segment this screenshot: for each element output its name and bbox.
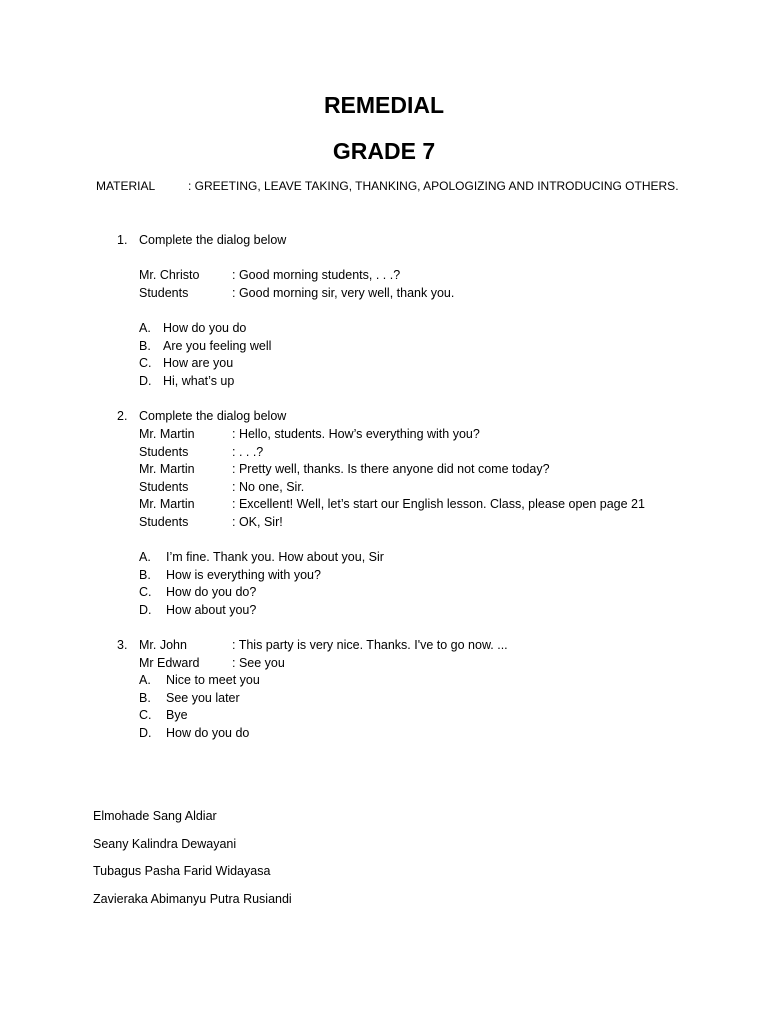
option-letter: B. <box>139 690 151 705</box>
dialog-text: : Pretty well, thanks. Is there anyone did not come today? <box>232 462 550 477</box>
page-subtitle: GRADE 7 <box>332 138 436 164</box>
question-number: 1. <box>117 233 128 247</box>
answer-option <box>139 725 260 743</box>
dialog-text: : Hello, students. How’s everything with you? <box>232 427 480 441</box>
answer-option <box>139 690 260 708</box>
dialog-speaker: Mr. Martin <box>139 427 195 441</box>
dialog-speaker: Mr. Martin <box>139 497 195 512</box>
answer-option <box>139 355 271 373</box>
option-letter: A. <box>139 673 151 687</box>
dialog-line <box>139 479 645 497</box>
dialog-speaker: Mr Edward <box>139 655 200 670</box>
option-text: Hi, what’s up <box>163 373 235 388</box>
dialog-speaker: Students <box>139 444 189 459</box>
option-letter: B. <box>139 567 151 582</box>
material-line <box>96 178 679 196</box>
option-text: I’m fine. Thank you. How about you, Sir <box>166 550 384 564</box>
dialog-text: : This party is very nice. Thanks. I've to go now. ... <box>232 638 508 652</box>
dialog-line <box>139 655 508 673</box>
dialog-block <box>139 426 645 532</box>
option-text: How do you do <box>163 321 247 335</box>
dialog-line <box>139 267 454 285</box>
option-text: Bye <box>166 708 188 723</box>
option-letter: C. <box>139 585 152 600</box>
dialog-line <box>139 637 508 655</box>
option-text: How are you <box>163 356 234 371</box>
option-text: How do you do? <box>166 585 257 600</box>
answer-options <box>139 320 271 390</box>
option-text: How is everything with you? <box>166 567 321 582</box>
option-text: See you later <box>166 690 240 705</box>
student-names <box>93 808 292 918</box>
dialog-text: : Excellent! Well, let’s start our English lesson. Class, please open page 21 <box>232 497 645 512</box>
dialog-text: : OK, Sir! <box>232 514 283 529</box>
dialog-line <box>139 444 645 462</box>
dialog-speaker: Mr. Martin <box>139 462 195 477</box>
answer-option <box>139 338 271 356</box>
option-letter: C. <box>139 708 152 723</box>
dialog-text: : . . .? <box>232 444 264 459</box>
answer-option <box>139 584 384 602</box>
answer-option <box>139 707 260 725</box>
dialog-speaker: Students <box>139 479 189 494</box>
answer-option <box>139 602 384 620</box>
dialog-text: : See you <box>232 655 285 670</box>
dialog-text: : Good morning students, . . .? <box>232 268 401 282</box>
dialog-block <box>139 637 508 672</box>
dialog-block <box>139 267 454 302</box>
option-letter: D. <box>139 725 152 740</box>
question-heading: Complete the dialog below <box>139 233 287 247</box>
answer-options <box>139 672 260 742</box>
dialog-line <box>139 496 645 514</box>
student-name: Tubagus Pasha Farid Widayasa <box>93 864 271 878</box>
question-number: 3. <box>117 638 128 652</box>
dialog-text: : Good morning sir, very well, thank you. <box>232 285 455 300</box>
option-text: Are you feeling well <box>163 338 272 353</box>
answer-option <box>139 672 260 690</box>
answer-option <box>139 320 271 338</box>
dialog-speaker: Mr. John <box>139 638 187 652</box>
dialog-text: : No one, Sir. <box>232 479 305 494</box>
answer-option <box>139 373 271 391</box>
question-heading: Complete the dialog below <box>139 409 287 423</box>
answer-option <box>139 567 384 585</box>
dialog-line <box>139 514 645 532</box>
option-letter: A. <box>139 321 151 335</box>
option-letter: D. <box>139 602 152 617</box>
option-text: How about you? <box>166 602 257 617</box>
dialog-speaker: Students <box>139 285 189 300</box>
question-number: 2. <box>117 409 128 423</box>
page-title: REMEDIAL <box>323 92 445 118</box>
option-text: Nice to meet you <box>166 673 260 687</box>
option-letter: A. <box>139 550 151 564</box>
student-name: Zavieraka Abimanyu Putra Rusiandi <box>93 891 292 906</box>
dialog-line <box>139 461 645 479</box>
dialog-speaker: Mr. Christo <box>139 268 200 282</box>
answer-options <box>139 549 384 619</box>
student-name: Elmohade Sang Aldiar <box>93 809 217 823</box>
option-text: How do you do <box>166 725 250 740</box>
student-name: Seany Kalindra Dewayani <box>93 836 237 851</box>
material-label: MATERIAL <box>96 179 156 193</box>
option-letter: C. <box>139 356 152 371</box>
option-letter: B. <box>139 338 151 353</box>
dialog-line <box>139 426 645 444</box>
answer-option <box>139 549 384 567</box>
material-value: : GREETING, LEAVE TAKING, THANKING, APOLOGIZING AND INTRODUCING OTHERS. <box>188 179 679 193</box>
dialog-speaker: Students <box>139 514 189 529</box>
option-letter: D. <box>139 373 152 388</box>
dialog-line <box>139 285 454 303</box>
